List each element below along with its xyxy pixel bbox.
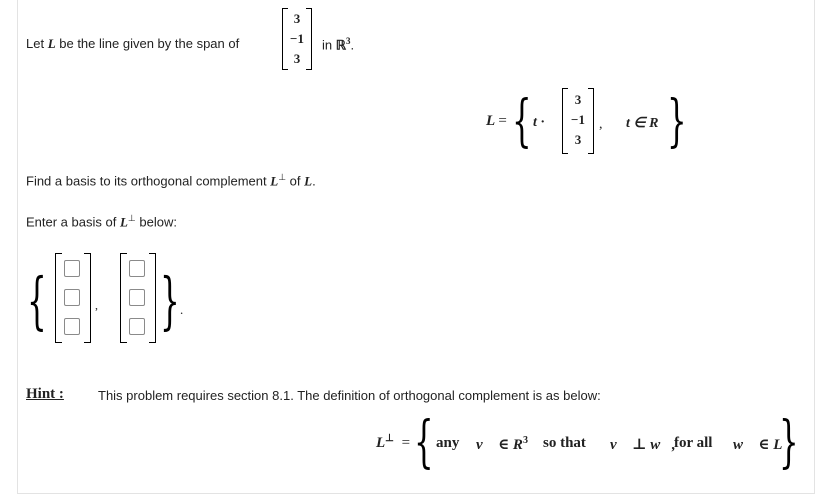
- basis-vector-1-entry-3[interactable]: [64, 318, 80, 335]
- answer-close-brace: }: [160, 264, 180, 337]
- hint-v-in: [476, 435, 528, 454]
- set-equals: =: [498, 113, 507, 129]
- span-vector: [282, 8, 312, 70]
- find-suffix: .: [312, 173, 316, 189]
- hint-v-exp: 3: [522, 435, 528, 446]
- hint-formula-lhs: [376, 433, 410, 452]
- set-dot: ·: [540, 115, 546, 130]
- set-t: t: [533, 115, 537, 130]
- find-L: L: [304, 173, 313, 189]
- basis-vector-2-entry-1[interactable]: [129, 260, 145, 277]
- basis-vector-1: [55, 253, 91, 343]
- intro-middle: be the line given by the span of: [55, 36, 240, 51]
- basis-separator: ,: [95, 298, 98, 312]
- hint-any: any: [436, 435, 460, 451]
- enter-prefix: Enter a basis of: [26, 214, 120, 230]
- intro-text: [26, 36, 239, 52]
- hint-for-all: for all: [674, 435, 713, 451]
- hint-relation: v⃗ ⊥ w⃗,: [610, 437, 676, 453]
- hint-w-in: w⃗ ∈ L: [733, 437, 783, 453]
- basis-vector-1-entry-1[interactable]: [64, 260, 80, 277]
- answer-period: .: [180, 302, 184, 317]
- set-scalar: [533, 115, 545, 131]
- set-vector-entry-3: 3: [574, 132, 582, 147]
- line-variable: L: [47, 36, 56, 51]
- find-basis-prompt: [26, 172, 316, 189]
- enter-complement-var: L: [119, 214, 128, 230]
- answer-open-brace: {: [27, 264, 47, 337]
- complement-var: L: [270, 173, 279, 189]
- basis-vector-2-entry-2[interactable]: [129, 289, 145, 306]
- hint-lhs-var: L: [376, 435, 386, 451]
- hint-equals: =: [401, 435, 411, 451]
- hint-open-brace: {: [414, 410, 434, 475]
- basis-vector-2: [120, 253, 156, 343]
- set-vector-entry-1: 3: [574, 92, 582, 107]
- set-open-brace: {: [512, 89, 532, 154]
- set-vector: [562, 88, 594, 154]
- hint-label: Hint :: [26, 386, 64, 402]
- span-vector-entry-2: −1: [290, 31, 304, 46]
- hint-v-in-text: v⃗ ∈ R: [476, 437, 523, 453]
- set-lhs: [486, 113, 507, 130]
- enter-perp-symbol: ⊥: [127, 213, 136, 223]
- set-close-brace: }: [667, 89, 687, 154]
- set-comma: ,: [599, 117, 603, 132]
- basis-vector-2-entry-3[interactable]: [129, 318, 145, 335]
- set-condition: t ∈ R: [626, 116, 659, 131]
- intro-period: .: [350, 37, 355, 53]
- hint-text: This problem requires section 8.1. The definition of orthogonal complement is as below:: [98, 388, 601, 403]
- basis-vector-1-entry-2[interactable]: [64, 289, 80, 306]
- set-lhs-var: L: [486, 113, 495, 129]
- hint-perp: ⊥: [385, 433, 394, 444]
- intro-space: [322, 36, 354, 53]
- perp-symbol: ⊥: [278, 172, 287, 182]
- enter-basis-prompt: [26, 213, 177, 230]
- find-middle: of: [286, 173, 305, 189]
- set-vector-entry-2: −1: [571, 112, 585, 127]
- hint-so-that: so that: [543, 435, 586, 451]
- find-prefix: Find a basis to its orthogonal complement: [26, 173, 271, 189]
- space-symbol: ℝ: [335, 37, 347, 53]
- hint-close-brace: }: [779, 410, 799, 475]
- space-exponent: 3: [346, 36, 351, 46]
- intro-suffix: in: [322, 37, 336, 53]
- span-vector-entry-3: 3: [293, 51, 301, 66]
- intro-prefix: Let: [26, 36, 48, 51]
- span-vector-entry-1: 3: [293, 11, 301, 26]
- enter-suffix: below:: [135, 214, 177, 230]
